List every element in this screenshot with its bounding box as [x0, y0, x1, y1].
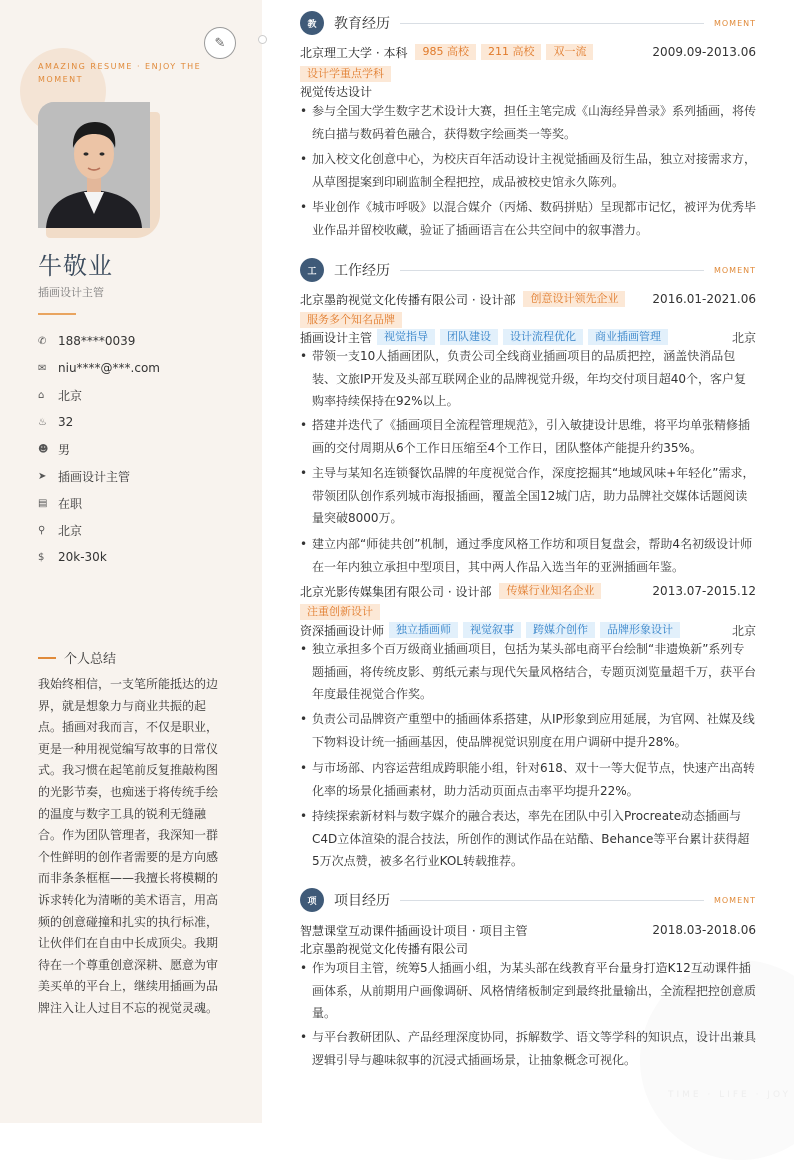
project-bullet: • 作为项目主管，统筹5人插画小组，为某头部在线教育平台量身打造K12互动课件插画体系，从前期用户画像调研、风格情绪板制定到最终批量输出，全流程把控创意质量。 [300, 957, 756, 1025]
education-school-row [300, 43, 756, 61]
project-name-row [300, 921, 756, 939]
job-bullet: • 建立内部“师徒共创”机制，通过季度风格工作坊和项目复盘会，帮助4名初级设计师在一年内独立承担中型项目，其中两人作品入选当年的亚洲插画年鉴。 [300, 533, 756, 578]
skill-tag: 视觉叙事 [463, 622, 521, 638]
candidate-name: 牛敬业 [38, 252, 113, 280]
info-salary [38, 548, 107, 566]
job-bullet: • 搭建并迭代了《插画项目全流程管理规范》，引入敏捷设计思维，将平均单张精修插画的交付周期从6个工作日压缩至4个工作日，团队整体产能提升约35%。 [300, 414, 756, 459]
work-badge: 工 [300, 258, 324, 282]
education-bullet: • 加入校文化创意中心，为校庆百年活动设计主视觉插画及衍生品，独立对接需求方，从草图提案到印刷监制全程把控，成品被校史馆永久陈列。 [300, 148, 756, 193]
summary-text: 我始终相信，一支笔所能抵达的边界，就是想象力与商业共振的起点。插画对我而言，不仅是职业，更是一种用视觉编写故事的日常仪式。我习惯在起笔前反复推敲构图的光影节奏，也痴迷于将传统手绘的温度与数字工具的锐利无缝融合。作为团队管理者，我深知一群个性鲜明的创作者需要的是方向感而非条条框框——我擅长将模糊的诉求转化为清晰的美术语言，用高频的创意碰撞和扎实的执行标准，让伙伴们在自由中长成顶尖。我期待在一个尊重创意深耕、愿意为审美买单的平台上，继续用插画为品牌注入让人过目不忘的视觉灵魂。 [38, 677, 219, 1015]
skill-tag: 视觉指导 [377, 329, 435, 345]
project-heading [300, 887, 756, 913]
moment-label: MOMENT [713, 895, 756, 905]
project-bullet: • 与平台教研团队、产品经理深度协同，拆解数学、语文等学科的知识点，设计出兼具逻辑引导与趣味叙事的沉浸式插画场景，让抽象概念可视化。 [300, 1026, 756, 1071]
job-bullet: • 带领一支10人插画团队，负责公司全线商业插画项目的品质把控，涵盖快消品包装、文旅IP开发及头部互联网企业的品牌视觉升级，年均交付项目超40个，客户复购率持续保持在92%以上。 [300, 345, 756, 413]
info-age [38, 413, 73, 431]
cake-icon: ♨ [38, 416, 47, 428]
info-gender-text: 男 [58, 442, 71, 457]
info-status-text: 在职 [58, 496, 83, 511]
info-phone [38, 332, 135, 350]
education-bullet: • 毕业创作《城市呼吸》以混合媒介（丙烯、数码拼贴）呈现都市记忆，被评为优秀毕业作品并留校收藏，验证了插画语言在公共空间中的叙事潜力。 [300, 196, 756, 241]
project-title: 项目经历 [334, 893, 390, 909]
pen-icon: ✎ [204, 27, 236, 59]
candidate-role: 插画设计主管 [38, 286, 104, 299]
info-email-text: niu****@***.com [58, 361, 160, 375]
job-position-row [300, 328, 756, 346]
job-city: 北京 [731, 623, 756, 638]
decorative-dot [258, 35, 267, 44]
portrait-image [38, 102, 150, 228]
moment-label: MOMENT [713, 18, 756, 28]
job-city: 北京 [731, 330, 756, 345]
job-company: 北京墨韵视觉文化传播有限公司 · 设计部 [300, 292, 516, 307]
section-divider [400, 900, 704, 901]
info-phone-text: 188****0039 [58, 334, 136, 348]
moment-label: MOMENT [713, 265, 756, 275]
job-bullet: • 主导与某知名连锁餐饮品牌的年度视觉合作，深度挖掘其“地域风味+年轻化”需求，带领团队创作系列城市海报插画，覆盖全国12城门店，助力品牌社交媒体话题阅读量突破8000万。 [300, 462, 756, 530]
job-position-row [300, 621, 756, 639]
send-icon: ➤ [38, 470, 47, 482]
job-bullet: • 负责公司品牌资产重塑中的插画体系搭建，从IP形象到应用延展，为官网、社媒及线下物料设计统一插画基因，使品牌视觉识别度在用户调研中提升28%。 [300, 708, 756, 753]
location-icon: ⚲ [38, 524, 46, 536]
info-status [38, 494, 82, 512]
avatar [38, 102, 150, 228]
skill-tag: 设计流程优化 [503, 329, 583, 345]
job-tag-row [300, 603, 756, 621]
summary-heading [38, 648, 116, 667]
education-tag: 双一流 [546, 44, 593, 60]
skill-tag: 独立插画师 [389, 622, 458, 638]
info-location-text: 北京 [58, 523, 83, 538]
project-date: 2018.03-2018.06 [652, 923, 756, 937]
job-tag: 传媒行业知名企业 [499, 583, 601, 599]
briefcase-icon: ▤ [38, 497, 48, 509]
education-badge: 教 [300, 11, 324, 35]
job-tag-row [300, 311, 756, 329]
info-age-text: 32 [58, 415, 74, 429]
skill-tag: 团队建设 [440, 329, 498, 345]
education-bullet: • 参与全国大学生数字艺术设计大赛，担任主笔完成《山海经异兽录》系列插画，将传统白描与数码着色融合，获得数字绘画类一等奖。 [300, 100, 756, 145]
skill-tag: 商业插画管理 [588, 329, 668, 345]
summary-heading-bar [38, 657, 56, 659]
job-tag: 创意设计领先企业 [523, 291, 625, 307]
job-position: 资深插画设计师 [300, 623, 385, 638]
info-target-role [38, 467, 130, 485]
tagline: AMAZING RESUME · ENJOY THE MOMENT [38, 62, 202, 84]
skill-tag: 品牌形象设计 [600, 622, 680, 638]
education-date: 2009.09-2013.06 [652, 45, 756, 59]
job-company: 北京光影传媒集团有限公司 · 设计部 [300, 584, 492, 599]
project-name: 智慧课堂互动课件插画设计项目 · 项目主管 [300, 923, 528, 938]
job-bullet: • 与市场部、内容运营组成跨职能小组，针对618、双十一等大促节点，快速产出高转化率的场景化插画素材，助力活动页面点击率平均提升22%。 [300, 757, 756, 802]
info-home-text: 北京 [58, 388, 83, 403]
education-tag-row [300, 65, 756, 83]
info-location [38, 521, 82, 539]
sidebar [0, 0, 262, 1123]
job-tag: 服务多个知名品牌 [300, 312, 402, 328]
job-bullet: • 独立承担多个百万级商业插画项目，包括为某头部电商平台绘制“非遗焕新”系列专题插画，将传统皮影、剪纸元素与现代矢量风格结合，专题页浏览量超千万，获平台年度最佳视觉合作奖。 [300, 638, 756, 706]
job-date: 2013.07-2015.12 [652, 584, 756, 598]
section-divider [400, 23, 704, 24]
job-date: 2016.01-2021.06 [652, 292, 756, 306]
education-tag: 211 高校 [481, 44, 542, 60]
salary-icon: $ [38, 551, 45, 563]
education-major: 视觉传达设计 [300, 85, 373, 99]
info-email [38, 359, 160, 377]
education-heading [300, 10, 756, 36]
info-salary-text: 20k-30k [58, 550, 107, 564]
name-divider [38, 313, 76, 315]
skill-tag: 跨媒介创作 [526, 622, 595, 638]
job-position: 插画设计主管 [300, 330, 373, 345]
user-icon: ☻ [38, 443, 49, 455]
education-tag: 设计学重点学科 [300, 66, 391, 82]
info-home [38, 386, 82, 404]
job-company-row [300, 290, 756, 308]
phone-icon: ✆ [38, 335, 47, 347]
section-divider [400, 270, 704, 271]
home-icon: ⌂ [38, 389, 45, 401]
work-heading [300, 257, 756, 283]
info-target-role-text: 插画设计主管 [58, 469, 131, 484]
work-title: 工作经历 [334, 263, 390, 279]
education-school: 北京理工大学 · 本科 [300, 45, 408, 60]
info-gender [38, 440, 70, 458]
job-bullet: • 持续探索新材料与数字媒介的融合表达，率先在团队中引入Procreate动态插画与C4D立体渲染的混合技法，所创作的测试作品在站酷、Behance等平台累计获得超5万次点赞，被多名行业KOL转载推荐。 [300, 805, 756, 873]
project-badge: 项 [300, 888, 324, 912]
project-company: 北京墨韵视觉文化传播有限公司 [300, 942, 469, 956]
education-title: 教育经历 [334, 16, 390, 32]
watermark: TIME · LIFE · JOY [668, 1090, 792, 1100]
mail-icon: ✉ [38, 362, 47, 374]
education-tag: 985 高校 [415, 44, 476, 60]
summary-title: 个人总结 [64, 652, 117, 667]
job-company-row [300, 582, 756, 600]
job-tag: 注重创新设计 [300, 604, 380, 620]
